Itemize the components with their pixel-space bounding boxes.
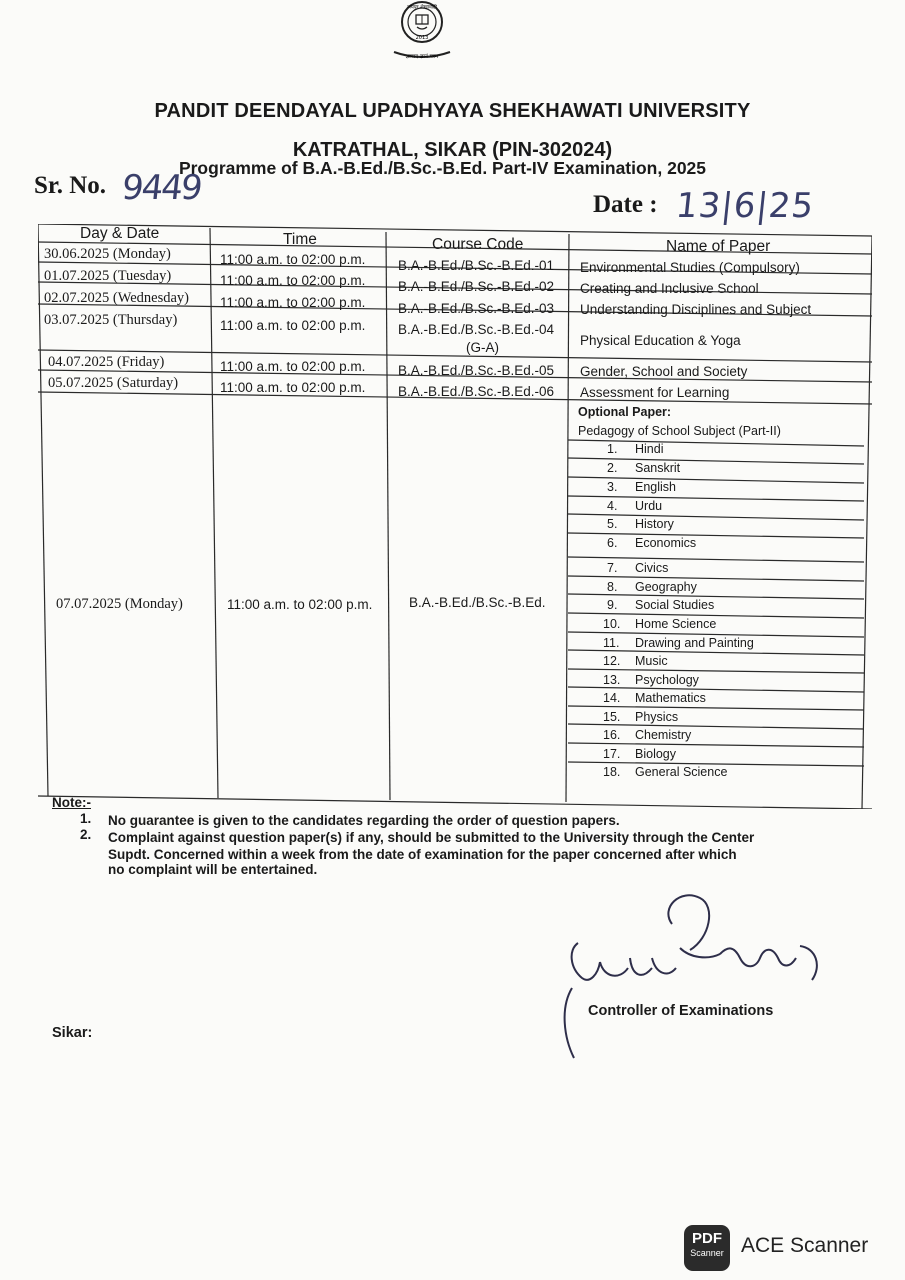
row-1-day: 30.06.2025 (Monday)	[44, 246, 171, 262]
subject-number: 9.	[607, 598, 618, 612]
subject-number: 5.	[607, 517, 618, 531]
place-label: Sikar:	[52, 1025, 93, 1041]
subject-name: Psychology	[635, 673, 699, 687]
subject-number: 15.	[603, 710, 621, 724]
note-1-number: 1.	[80, 811, 92, 826]
subject-number: 16.	[603, 728, 621, 742]
subject-name: Mathematics	[635, 691, 706, 705]
row-3-time: 11:00 a.m. to 02:00 p.m.	[220, 295, 366, 310]
row-2-time: 11:00 a.m. to 02:00 p.m.	[220, 273, 366, 288]
note-label-text: Note:-	[52, 795, 91, 810]
subject-number: 10.	[603, 617, 621, 631]
pdf-badge-top: PDF	[692, 1230, 722, 1247]
note-2-text-line1: Complaint against question paper(s) if any, should be submitted to the University through the Center	[108, 830, 755, 845]
subject-name: Geography	[635, 580, 697, 594]
note-2-number: 2.	[80, 827, 92, 842]
row-3-code: B.A.-B.Ed./B.Sc.-B.Ed.-03	[398, 301, 555, 316]
logo-ring-text: जयपुर शेखावाटी	[407, 4, 437, 11]
header-day-date: Day & Date	[80, 225, 160, 242]
row-2-paper: Creating and Inclusive School	[580, 281, 759, 296]
university-name: PANDIT DEENDAYAL UPADHYAYA SHEKHAWATI UNIVERSITY	[154, 100, 751, 122]
row-6-paper: Assessment for Learning	[580, 385, 730, 400]
optional-day: 07.07.2025 (Monday)	[56, 596, 183, 612]
controller-title: Controller of Examinations	[588, 1003, 774, 1019]
subject-number: 3.	[607, 480, 618, 494]
subject-number: 6.	[607, 536, 618, 550]
row-2-code: B.A.-B.Ed./B.Sc.-B.Ed.-02	[398, 279, 555, 294]
row-1-paper: Environmental Studies (Compulsory)	[580, 260, 800, 275]
optional-subtitle: Pedagogy of School Subject (Part-II)	[578, 424, 781, 438]
subject-number: 12.	[603, 654, 621, 668]
subject-name: Chemistry	[635, 728, 692, 742]
row-5-day: 04.07.2025 (Friday)	[48, 354, 165, 370]
subject-name: History	[635, 517, 674, 531]
subject-number: 18.	[603, 765, 621, 779]
serial-number: 9449	[119, 168, 203, 208]
subject-number: 1.	[607, 442, 618, 456]
note-2-text-line3: no complaint will be entertained.	[108, 862, 318, 877]
logo-motto: ज्ञानाद ज्ञानं परम	[405, 54, 439, 60]
row-1-code: B.A.-B.Ed./B.Sc.-B.Ed.-01	[398, 258, 555, 273]
pdf-badge-bottom: Scanner	[690, 1248, 724, 1258]
subject-name: Civics	[635, 561, 669, 575]
subject-number: 17.	[603, 747, 621, 761]
subject-name: Music	[635, 654, 668, 668]
logo-year: 2013	[415, 35, 429, 41]
subject-name: Sanskrit	[635, 461, 681, 475]
row-5-code: B.A.-B.Ed./B.Sc.-B.Ed.-05	[398, 363, 555, 378]
subject-number: 11.	[603, 636, 620, 650]
row-5-time: 11:00 a.m. to 02:00 p.m.	[220, 359, 366, 374]
university-address: KATRATHAL, SIKAR (PIN-302024)	[292, 139, 613, 161]
optional-code: B.A.-B.Ed./B.Sc.-B.Ed.	[409, 595, 546, 610]
subject-name: Physics	[635, 710, 679, 724]
row-6-code: B.A.-B.Ed./B.Sc.-B.Ed.-06	[398, 384, 555, 399]
row-3-day: 02.07.2025 (Wednesday)	[44, 290, 190, 306]
date-value: 13|6|25	[673, 186, 817, 226]
subject-number: 14.	[603, 691, 621, 705]
subject-name: Urdu	[635, 499, 663, 513]
optional-title: Optional Paper:	[578, 405, 672, 419]
row-4-paper: Physical Education & Yoga	[580, 333, 741, 348]
subject-name: Social Studies	[635, 598, 715, 612]
subject-name: Biology	[635, 747, 676, 761]
subject-number: 13.	[603, 673, 621, 687]
row-5-paper: Gender, School and Society	[580, 364, 748, 379]
row-3-paper: Understanding Disciplines and Subject	[580, 302, 812, 317]
scanner-app-name: ACE Scanner	[741, 1234, 869, 1257]
subject-number: 4.	[607, 499, 618, 513]
row-4-time: 11:00 a.m. to 02:00 p.m.	[220, 318, 366, 333]
subject-number: 8.	[607, 580, 618, 594]
row-6-day: 05.07.2025 (Saturday)	[48, 375, 179, 391]
note-1-text: No guarantee is given to the candidates regarding the order of question papers.	[108, 813, 620, 828]
controller-signature	[560, 888, 840, 1063]
row-6-time: 11:00 a.m. to 02:00 p.m.	[220, 380, 366, 395]
programme-title: Programme of B.A.-B.Ed./B.Sc.-B.Ed. Part-IV Examination, 2025	[178, 158, 707, 178]
subject-name: Drawing and Painting	[635, 636, 754, 650]
subject-name: English	[635, 480, 676, 494]
pdf-scanner-logo	[684, 1225, 730, 1271]
date-label: Date :	[593, 191, 658, 218]
note-2-text-line2: Supdt. Concerned within a week from the date of examination for the paper concerned after which	[108, 847, 737, 862]
subject-name: Economics	[635, 536, 697, 550]
serial-label: Sr. No.	[34, 172, 107, 199]
optional-time: 11:00 a.m. to 02:00 p.m.	[227, 597, 373, 612]
row-2-day: 01.07.2025 (Tuesday)	[44, 268, 172, 284]
row-4-code: B.A.-B.Ed./B.Sc.-B.Ed.-04	[398, 322, 555, 337]
row-4-day: 03.07.2025 (Thursday)	[44, 312, 178, 328]
header-name-of-paper: Name of Paper	[666, 238, 771, 255]
subject-name: Hindi	[635, 442, 664, 456]
university-logo	[380, 0, 464, 66]
header-course-code: Course Code	[432, 236, 524, 253]
subject-name: Home Science	[635, 617, 717, 631]
subject-number: 7.	[607, 561, 618, 575]
header-time: Time	[283, 231, 317, 248]
row-4-code-suffix: (G-A)	[466, 340, 499, 355]
subject-number: 2.	[607, 461, 618, 475]
row-1-time: 11:00 a.m. to 02:00 p.m.	[220, 252, 366, 267]
note-label	[52, 795, 91, 810]
subject-name: General Science	[635, 765, 728, 779]
